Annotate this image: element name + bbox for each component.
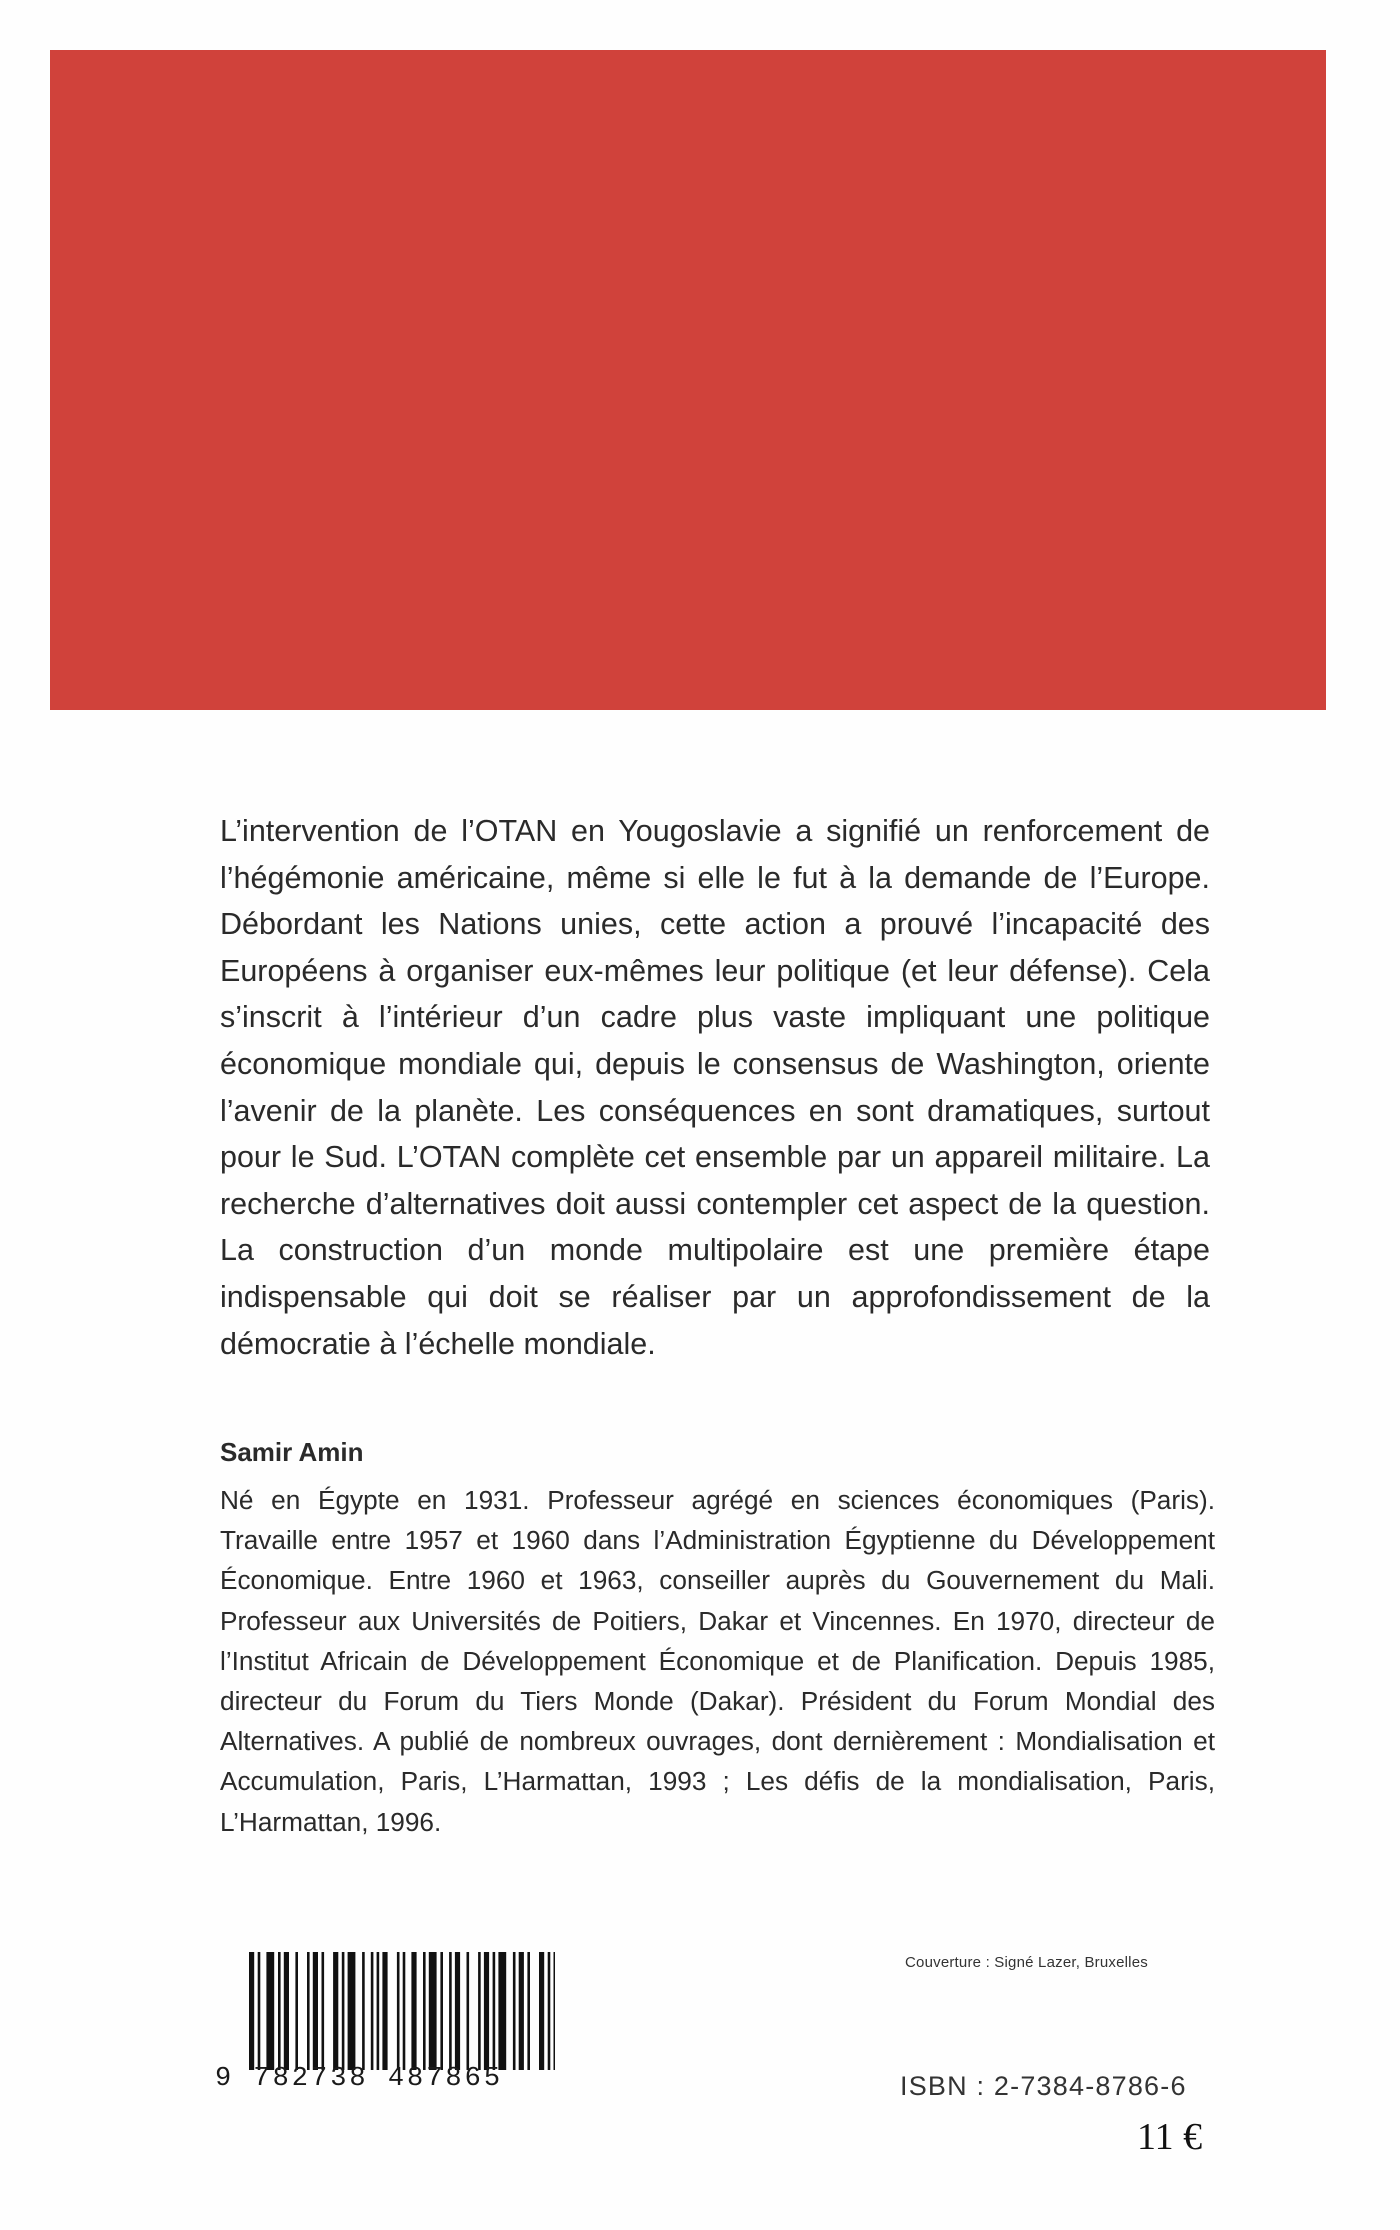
barcode-bar [258, 1952, 261, 2070]
barcode-bar [513, 1952, 516, 2070]
barcode-bar [403, 1952, 406, 2070]
barcode-bar [519, 1952, 524, 2070]
barcode-bar [554, 1952, 556, 2070]
barcode-bar [539, 1952, 544, 2070]
barcode-bar [449, 1952, 452, 2070]
barcode-bar [377, 1952, 380, 2070]
barcode-bar [527, 1952, 530, 2070]
author-name: Samir Amin [220, 1437, 364, 1467]
red-cover-band [50, 50, 1326, 710]
barcode-bar [307, 1952, 310, 2070]
barcode-bar [313, 1952, 318, 2070]
barcode-bar [455, 1952, 460, 2070]
author-bio: Né en Égypte en 1931. Professeur agrégé en sciences économiques (Paris). Travaille entre 1957 et 1960 dans l’Administration Égyptienne du Développement Économique. Entre 1960 et 1963, conseiller auprès du Gouvernement du Mali. Professeur aux Universités de Poitiers, Dakar et Vincennes. En 1970, directeur de l’Institut Africain de Développement Économique et de Planification. Depuis 1985, directeur du Forum du Tiers Monde (Dakar). Président du Forum Mondial des Alternatives. A publié de nombreux ouvrages, dont dernièrement : Mondialisation et Accumulation, Paris, L’Harmattan, 1993 ; Les défis de la mondialisation, Paris, L’Harmattan, 1996. [220, 1485, 1215, 1837]
barcode-bar [371, 1952, 374, 2070]
barcode-bar [362, 1952, 365, 2070]
barcode-bar [440, 1952, 443, 2070]
barcode-bar [429, 1952, 437, 2070]
barcode [215, 1952, 555, 2102]
barcode-bar [333, 1952, 338, 2070]
barcode-bar [322, 1952, 325, 2070]
barcode-bar [348, 1952, 356, 2070]
barcode-bar [249, 1952, 254, 2070]
barcode-bar [423, 1952, 426, 2070]
barcode-bar [548, 1952, 551, 2070]
barcode-bar [397, 1952, 400, 2070]
barcode-bar [278, 1952, 281, 2070]
barcode-bar [498, 1952, 506, 2070]
barcode-bar [266, 1952, 274, 2070]
barcode-digits: 9 782738 487865 [215, 2064, 504, 2094]
barcode-bar [284, 1952, 289, 2070]
barcode-bar [467, 1952, 470, 2070]
barcode-bar [342, 1952, 345, 2070]
barcode-bar [484, 1952, 489, 2070]
barcode-bar [411, 1952, 416, 2070]
barcode-bar [493, 1952, 496, 2070]
barcode-bar [478, 1952, 481, 2070]
barcode-bar [382, 1952, 387, 2070]
barcode-bar [295, 1952, 298, 2070]
cover-credit: Couverture : Signé Lazer, Bruxelles [905, 1954, 1148, 1971]
blurb-text: L’intervention de l’OTAN en Yougoslavie a signifié un renforcement de l’hégémonie américaine, même si elle le fut à la demande de l’Europe. Débordant les Nations unies, cette action a prouvé l’incapacité des Européens à organiser eux-mêmes leur politique (et leur défense). Cela s’inscrit à l’intérieur d’un cadre plus vaste impliquant une politique économique mondiale qui, depuis le consensus de Washington, oriente l’avenir de la planète. Les conséquences en sont dramatiques, surtout pour le Sud. L’OTAN complète cet ensemble par un appareil militaire. La recherche d’alternatives doit aussi contempler cet aspect de la question. La construction d’un monde multipolaire est une première étape indispensable qui doit se réaliser par un approfondissement de la démocratie à l’échelle mondiale. [220, 814, 1210, 1361]
price-label: 11 € [1137, 2116, 1203, 2158]
isbn-number: ISBN : 2-7384-8786-6 [900, 2071, 1187, 2101]
barcode-bars [245, 1952, 555, 2070]
